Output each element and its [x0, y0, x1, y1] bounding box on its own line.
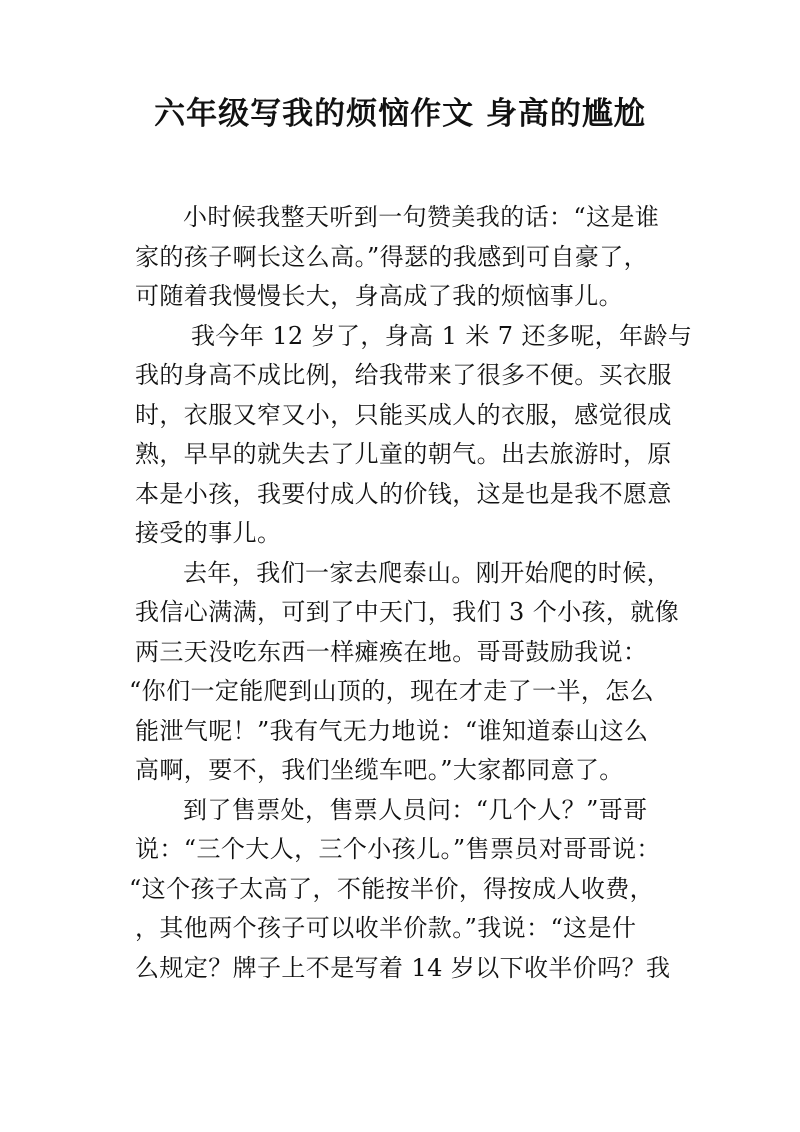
- paragraph-line: 能泄气呢！”我有气无力地说：“谁知道泰山这么: [135, 716, 649, 745]
- paragraph-line: 去年，我们一家去爬泰山。刚开始爬的时候，: [183, 558, 671, 587]
- paragraph-line: 接受的事儿。: [135, 519, 282, 547]
- document-title: 六年级写我的烦恼作文 身高的尴尬: [154, 96, 646, 132]
- paragraph-line: 我今年 12 岁了，身高 1 米 7 还多呢，年龄与: [191, 321, 693, 350]
- essay-body: [129, 198, 693, 988]
- paragraph-line: 说：“三个大人，三个小孩儿。”售票员对哥哥说：: [135, 835, 661, 863]
- paragraph-line: 两三天没吃东西一样瘫痪在地。哥哥鼓励我说：: [135, 637, 648, 666]
- paragraph-line: 高啊，要不，我们坐缆车吧。”大家都同意了。: [135, 756, 624, 784]
- paragraph-line: “你们一定能爬到山顶的，现在才走了一半，怎么: [129, 677, 655, 705]
- paragraph-line: 熟，早早的就失去了儿童的朝气。出去旅游时，原: [135, 440, 672, 468]
- paragraph-line: “这个孩子太高了，不能按半价，得按成人收费，: [129, 874, 655, 903]
- paragraph-line: 小时候我整天听到一句赞美我的话：“这是谁: [183, 203, 660, 231]
- paragraph-line: 本是小孩，我要付成人的价钱，这是也是我不愿意: [135, 479, 672, 508]
- paragraph-line: 家的孩子啊长这么高。”得瑟的我感到可自豪了，: [135, 242, 649, 271]
- paragraph-line: 时，衣服又窄又小，只能买成人的衣服，感觉很成: [135, 400, 672, 429]
- paragraph-line: 到了售票处，售票人员问：“几个人？”哥哥: [183, 795, 648, 824]
- paragraph-line: 可随着我慢慢长大，身高成了我的烦恼事儿。: [135, 282, 623, 310]
- paragraph-line: 我的身高不成比例，给我带来了很多不便。买衣服: [135, 361, 672, 389]
- paragraph-line: ，其他两个孩子可以收半价款。”我说：“这是什: [135, 914, 637, 942]
- paragraph-line: 我信心满满，可到了中天门，我们 3 个小孩，就像: [135, 598, 680, 626]
- paragraph-line: 么规定？牌子上不是写着 14 岁以下收半价吗？我: [135, 953, 671, 982]
